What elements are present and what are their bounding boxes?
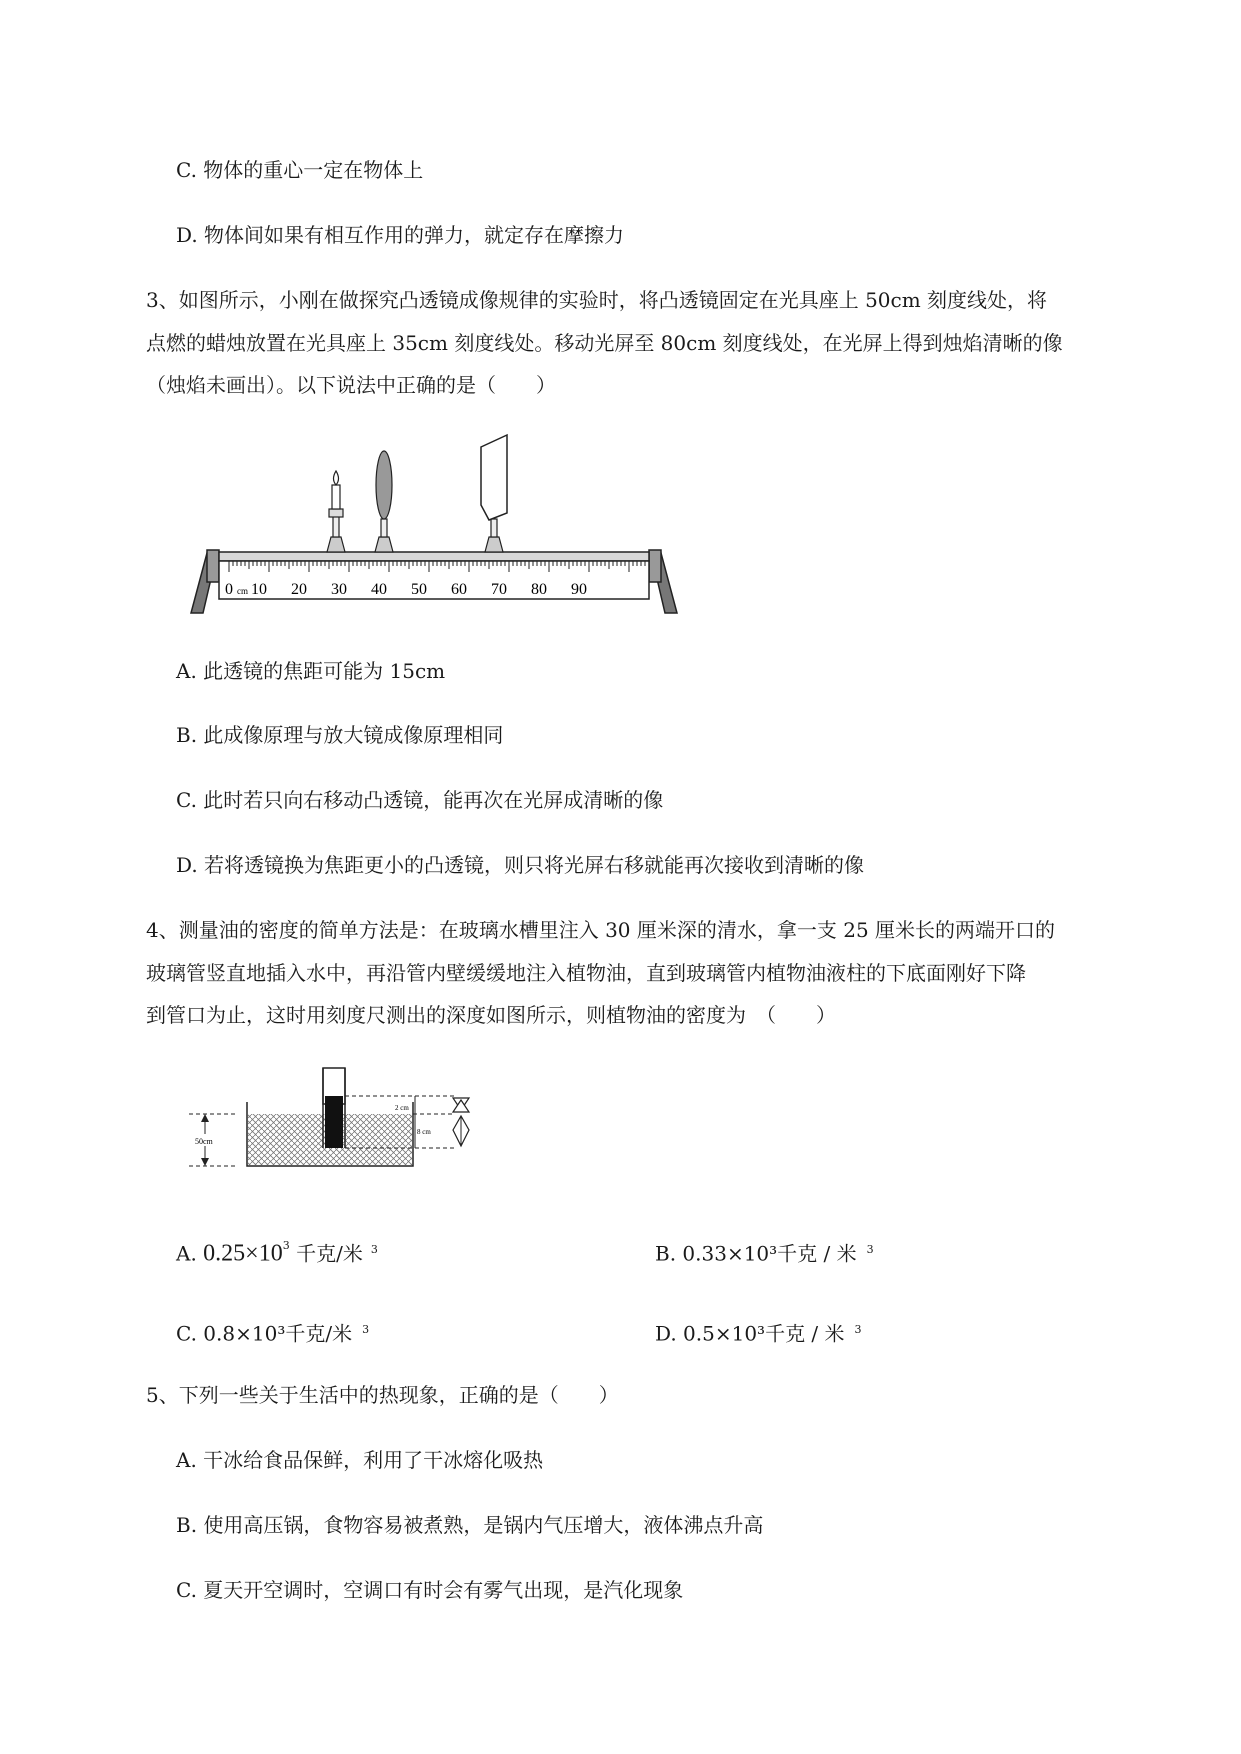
depth-label-2cm: 2 cm <box>395 1104 409 1112</box>
scale-label-30: 30 <box>331 581 347 598</box>
q5-option-a: A. 干冰给食品保鲜，利用了干冰熔化吸热 <box>176 1448 544 1472</box>
q4-stem-line3: 到管口为止，这时用刻度尺测出的深度如图所示，则植物油的密度为 （ ） <box>146 1003 836 1027</box>
q5-option-c: C. 夏天开空调时，空调口有时会有雾气出现，是汽化现象 <box>176 1578 684 1602</box>
scale-label-60: 60 <box>451 581 467 598</box>
light-screen <box>481 435 507 520</box>
q3-option-d: D. 若将透镜换为焦距更小的凸透镜，则只将光屏右移就能再次接收到清晰的像 <box>176 853 865 877</box>
q3-option-b: B. 此成像原理与放大镜成像原理相同 <box>176 723 504 747</box>
left-end-post <box>207 550 219 582</box>
q4-option-a: A. $0.25\times 10^3$ 千克/米 $^3$ <box>176 1239 378 1267</box>
scale-label-cm: cm <box>237 586 248 596</box>
oil-column <box>325 1096 343 1148</box>
q4-stem-line2: 玻璃管竖直地插入水中，再沿管内壁缓缓地注入植物油，直到玻璃管内植物油液柱的下底面刚好下降 <box>146 961 1026 985</box>
scale-label-40: 40 <box>371 581 387 598</box>
right-end-post <box>649 550 661 582</box>
optical-bench-figure <box>185 425 685 625</box>
q3-stem-line2: 点燃的蜡烛放置在光具座上 35cm 刻度线处。移动光屏至 80cm 刻度线处，在光屏上得到烛焰清晰的像 <box>146 331 1063 355</box>
q5-stem: 5、下列一些关于生活中的热现象，正确的是（ ） <box>146 1383 619 1407</box>
q3-option-c: C. 此时若只向右移动凸透镜，能再次在光屏成清晰的像 <box>176 788 664 812</box>
q4-option-c: C. 0.8×10³千克/米 $^3$ <box>176 1321 370 1346</box>
candle-holder <box>327 471 345 552</box>
scale-label-70: 70 <box>491 581 507 598</box>
lens-holder <box>375 451 393 552</box>
depth-label-50cm: 50cm <box>195 1137 213 1146</box>
q2-option-c: C. 物体的重心一定在物体上 <box>176 158 424 182</box>
bench-rail-top <box>219 552 649 561</box>
q4-option-d: D. 0.5×10³千克 / 米 $^3$ <box>655 1321 862 1346</box>
screen-holder <box>481 435 507 552</box>
scale-label-50: 50 <box>411 581 427 598</box>
q5-option-b: B. 使用高压锅，食物容易被煮熟，是锅内气压增大，液体沸点升高 <box>176 1513 764 1537</box>
q3-option-a: A. 此透镜的焦距可能为 15cm <box>176 659 446 683</box>
water-tank-figure <box>185 1058 505 1178</box>
scale-label-80: 80 <box>531 581 547 598</box>
scale-label-20: 20 <box>291 581 307 598</box>
q3-stem-line3: （烛焰未画出）。以下说法中正确的是（ ） <box>146 373 556 397</box>
q2-option-d: D. 物体间如果有相互作用的弹力，就定存在摩擦力 <box>176 223 625 247</box>
scale-label-0: 0 <box>225 581 233 598</box>
convex-lens <box>376 451 392 519</box>
q4-option-b: B. 0.33×10³千克 / 米 $^3$ <box>655 1241 874 1266</box>
depth-label-8cm: 8 cm <box>417 1128 431 1136</box>
q3-stem-line1: 3、如图所示，小刚在做探究凸透镜成像规律的实验时，将凸透镜固定在光具座上 50cm 刻度线处，将 <box>146 288 1048 312</box>
q4-stem-line1: 4、测量油的密度的简单方法是：在玻璃水槽里注入 30 厘米深的清水，拿一支 25 厘米长的两端开口的 <box>146 918 1056 942</box>
scale-label-10: 10 <box>251 581 267 598</box>
scale-label-90: 90 <box>571 581 587 598</box>
